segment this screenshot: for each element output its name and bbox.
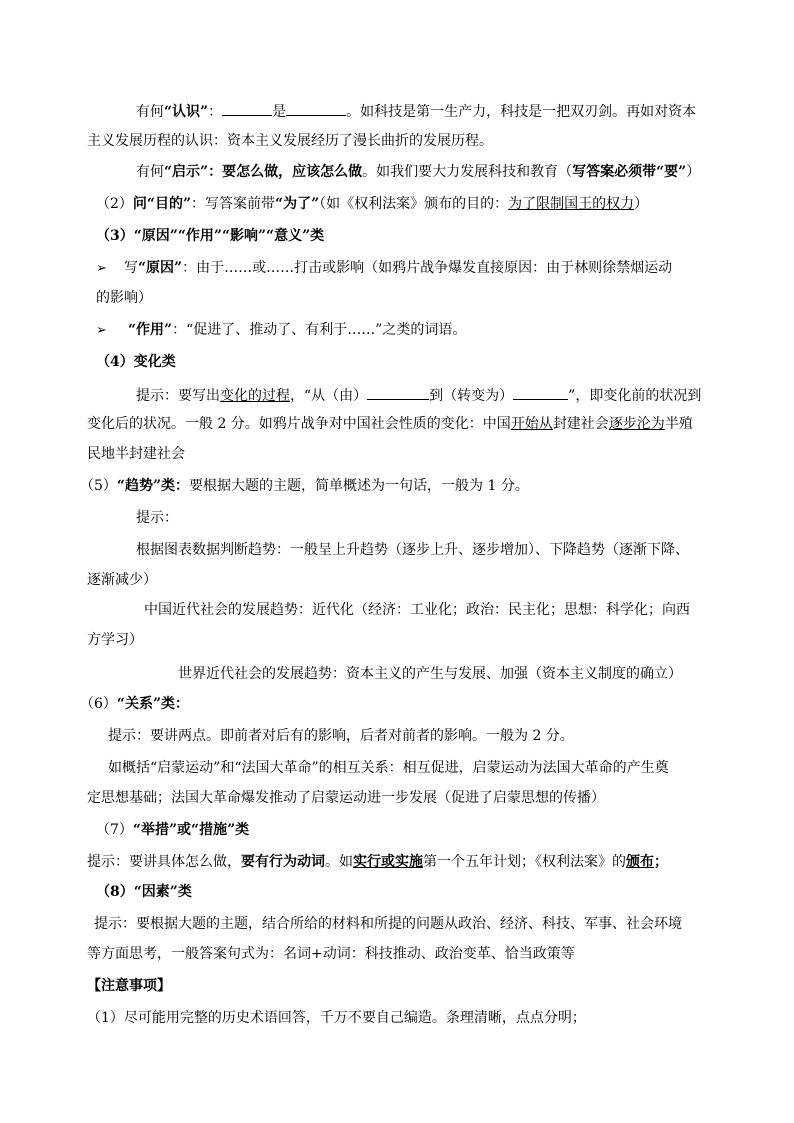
keyword-trend: “趋势”类： — [116, 478, 190, 494]
text: 有何 — [136, 104, 164, 120]
keyword-effect: “作用” — [128, 322, 173, 338]
fill-blank — [222, 100, 272, 116]
item-number: （7） — [96, 822, 133, 838]
paragraph-change-tip — [136, 384, 701, 406]
heading-factors: （8）“因素”类 — [96, 884, 192, 900]
text: ，“从（由） — [290, 388, 368, 404]
keyword-cognition: “认识” — [164, 104, 209, 120]
keyword-cause: “原因” — [138, 260, 183, 276]
text: 到（转变为） — [429, 388, 514, 404]
bold-note: 写答案必须带“要” — [572, 164, 687, 180]
paragraph-trend — [80, 476, 529, 496]
text: 要根据大题的主题，简单概述为一句话，一般为 1 分。 — [189, 478, 529, 494]
paragraph-relation-example: 如概括“启蒙运动”和“法国大革命”的相互关系：相互促进，启蒙运动为法国大革命的产生奠 — [108, 760, 669, 776]
item-number: （2） — [96, 196, 133, 212]
text: 变化后的状况。一般 2 分。如鸦片战争对中国社会性质的变化：中国 — [87, 416, 511, 432]
keyword-measures: “举措”或“措施”类 — [132, 822, 250, 838]
text: ） — [634, 196, 649, 212]
text: ：由于……或……打击或影响（如鸦片战争爆发直接原因：由于林则徐禁烟运动 — [182, 260, 673, 276]
heading-relation — [80, 694, 189, 714]
underlined-term: 逐步沦为 — [608, 416, 665, 432]
paragraph-relation-example-cont: 定思想基础；法国大革命爆发推动了启蒙运动进一步发展（促进了启蒙思想的传播） — [87, 790, 605, 806]
fill-blank — [286, 100, 346, 116]
paragraph-trend-chart: 根据图表数据判断趋势：一般呈上升趋势（逐步上升、逐步增加）、下降趋势（逐渐下降、 — [136, 542, 689, 558]
bullet-cause-cont: 的影响） — [96, 290, 152, 306]
paragraph-factors-tip-cont: 等方面思考，一般答案句式为：名词+动词：科技推动、政治变革、恰当政策等 — [87, 946, 575, 962]
text: 半殖 — [664, 416, 693, 432]
text: ） — [686, 164, 701, 180]
heading-notes: 【注意事项】 — [87, 978, 171, 994]
text: 。如我们要大力发展科技和教育（ — [362, 164, 573, 180]
heading-change: （4）变化类 — [96, 354, 176, 370]
item-number: （6） — [80, 696, 117, 712]
underlined-term: 颁布 — [626, 854, 654, 870]
paragraph-purpose — [96, 194, 648, 214]
bullet-cause — [96, 258, 672, 279]
text: ”，即变化前的状况到 — [568, 388, 702, 404]
text: 封建社会 — [552, 416, 609, 432]
paragraph-cognition — [136, 100, 696, 122]
text: ：“促进了、推动了、有利于……”之类的词语。 — [172, 322, 467, 338]
paragraph-note-1: （1）尽可能用完整的历史术语回答，千万不要自己编造。条理清晰，点点分明； — [87, 1010, 586, 1026]
heading-cause-effect: （3）“原因”“作用”“影响”“意义”类 — [96, 228, 325, 244]
heading-measures — [96, 820, 249, 840]
bold-note: 要有行为动词 — [241, 854, 325, 870]
underlined-term: 开始从 — [510, 416, 553, 432]
fill-blank — [367, 384, 429, 400]
paragraph-measures-tip — [87, 852, 668, 872]
text: ： — [208, 104, 223, 120]
keyword-inspiration: “启示”：要怎么做，应该怎么做 — [164, 164, 363, 180]
text: 。如科技是第一生产力，科技是一把双刃剑。再如对资本 — [346, 104, 697, 120]
tip-label: 提示： — [136, 510, 178, 526]
text: 第一个五年计划；《权利法案》的 — [423, 854, 626, 870]
paragraph-cognition-cont: 主义发展历程的认识：资本主义发展经历了漫长曲折的发展历程。 — [87, 133, 493, 149]
arrow-bullet-icon: ➢ — [96, 323, 107, 338]
text: （如《权利法案》颁布的目的： — [319, 196, 509, 212]
keyword-for: “为了” — [275, 196, 320, 212]
underlined-term: 变化的过程 — [220, 388, 290, 404]
bullet-effect — [96, 320, 466, 341]
paragraph-trend-china: 中国近代社会的发展趋势：近代化（经济：工业化；政治：民主化；思想：科学化；向西 — [144, 602, 690, 618]
arrow-bullet-icon: ➢ — [96, 261, 107, 276]
paragraph-relation-tip: 提示：要讲两点。即前者对后有的影响，后者对前者的影响。一般为 2 分。 — [108, 728, 574, 744]
paragraph-trend-china-cont: 方学习） — [87, 632, 143, 648]
keyword-purpose: 问“目的” — [132, 196, 192, 212]
text: 写 — [124, 260, 138, 276]
keyword-relation: “关系”类： — [116, 696, 190, 712]
text: 有何 — [136, 164, 164, 180]
text: 提示：要讲具体怎么做， — [87, 854, 241, 870]
text: ； — [654, 854, 668, 870]
paragraph-trend-world: 世界近代社会的发展趋势：资本主义的产生与发展、加强（资本主义制度的确立） — [178, 666, 682, 682]
fill-blank — [513, 384, 568, 400]
text: 是 — [272, 104, 287, 120]
text: ：写答案前带 — [191, 196, 276, 212]
paragraph-change-cont2: 民地半封建社会 — [87, 446, 185, 462]
underlined-term: 实行或实施 — [353, 854, 423, 870]
paragraph-trend-chart-cont: 逐渐减少） — [87, 572, 157, 588]
text: 提示：要写出 — [136, 388, 220, 404]
paragraph-inspiration — [136, 162, 700, 182]
paragraph-factors-tip: 提示：要根据大题的主题，结合所给的材料和所提的问题从政治、经济、科技、军事、社会环境 — [94, 916, 682, 932]
paragraph-change-cont — [87, 414, 693, 434]
text: 。如 — [325, 854, 353, 870]
underlined-example: 为了限制国王的权力 — [508, 196, 635, 212]
item-number: （5） — [80, 478, 117, 494]
